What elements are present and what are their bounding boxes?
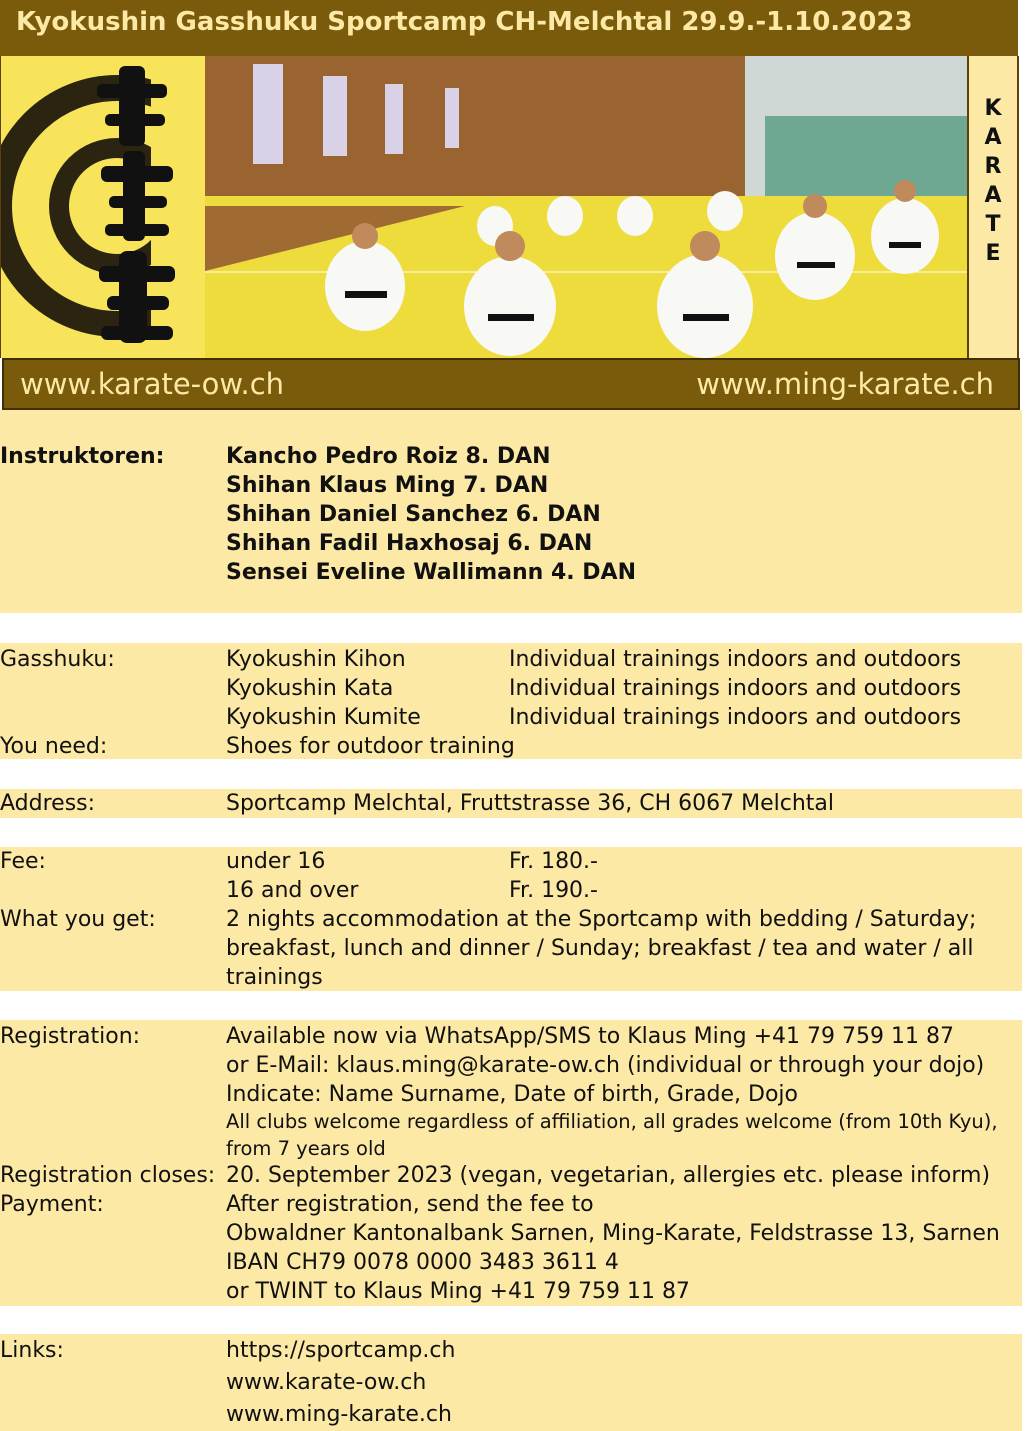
- registration-closes-label: Registration closes:: [0, 1163, 216, 1188]
- registration-note: All clubs welcome regardless of affiliation, all grades welcome (from 10th Kyu),: [226, 1110, 998, 1133]
- link-ming-karate[interactable]: www.ming-karate.ch: [226, 1402, 452, 1427]
- registration-section: [0, 1020, 1022, 1306]
- address-section: [0, 789, 1022, 818]
- gasshuku-label: Gasshuku:: [0, 647, 115, 672]
- registration-closes-value: 20. September 2023 (vegan, vegetarian, allergies etc. please inform): [226, 1163, 991, 1188]
- kyokushin-kanji-logo: [1, 56, 205, 358]
- instructor-name: Sensei Eveline Wallimann 4. DAN: [226, 560, 636, 585]
- banner: [0, 56, 1019, 358]
- links-section: [0, 1334, 1022, 1431]
- payment-line: or TWINT to Klaus Ming +41 79 759 11 87: [226, 1279, 690, 1304]
- link-karate-ow[interactable]: www.karate-ow.ch: [226, 1370, 427, 1395]
- fee-price: Fr. 190.-: [509, 878, 598, 903]
- training-name: Kyokushin Kihon: [226, 647, 406, 672]
- training-desc: Individual trainings indoors and outdoors: [509, 676, 962, 701]
- training-name: Kyokushin Kumite: [226, 705, 421, 730]
- payment-line: After registration, send the fee to: [226, 1192, 594, 1217]
- link-sportcamp[interactable]: https://sportcamp.ch: [226, 1338, 456, 1363]
- payment-line: Obwaldner Kantonalbank Sarnen, Ming-Karate, Feldstrasse 13, Sarnen: [226, 1221, 1000, 1246]
- instructor-name: Shihan Daniel Sanchez 6. DAN: [226, 502, 601, 527]
- dojo-photo: [205, 56, 967, 358]
- registration-line: Available now via WhatsApp/SMS to Klaus Ming +41 79 759 11 87: [226, 1024, 954, 1049]
- website-link-left[interactable]: www.karate-ow.ch: [20, 367, 285, 401]
- fee-group: under 16: [226, 849, 326, 874]
- links-label: Links:: [0, 1338, 64, 1363]
- payment-label: Payment:: [0, 1192, 104, 1217]
- vertical-letter: K: [984, 96, 1002, 121]
- instructor-name: Kancho Pedro Roiz 8. DAN: [226, 444, 551, 469]
- vertical-letter: A: [984, 183, 1002, 208]
- registration-label: Registration:: [0, 1024, 141, 1049]
- what-you-get-label: What you get:: [0, 907, 156, 932]
- training-desc: Individual trainings indoors and outdoors: [509, 705, 962, 730]
- website-link-right[interactable]: www.ming-karate.ch: [696, 367, 994, 401]
- you-need-label: You need:: [0, 734, 108, 759]
- karate-vertical-label: [967, 56, 1019, 358]
- instructor-name: Shihan Klaus Ming 7. DAN: [226, 473, 549, 498]
- page-title: Kyokushin Gasshuku Sportcamp CH-Melchtal 29.9.-1.10.2023: [0, 0, 1018, 56]
- instructor-name: Shihan Fadil Haxhosaj 6. DAN: [226, 531, 593, 556]
- fee-group: 16 and over: [226, 878, 359, 903]
- instructors-section: [0, 410, 1022, 613]
- address-value: Sportcamp Melchtal, Fruttstrasse 36, CH 6067 Melchtal: [226, 791, 835, 816]
- address-label: Address:: [0, 791, 96, 816]
- instructors-label: Instruktoren:: [0, 444, 165, 469]
- vertical-letter: A: [984, 125, 1002, 150]
- fee-label: Fee:: [0, 849, 46, 874]
- vertical-letter: E: [985, 241, 1001, 266]
- registration-line: Indicate: Name Surname, Date of birth, Grade, Dojo: [226, 1082, 798, 1107]
- website-bar: [2, 358, 1020, 410]
- training-desc: Individual trainings indoors and outdoors: [509, 647, 962, 672]
- registration-line: or E-Mail: klaus.ming@karate-ow.ch (individual or through your dojo): [226, 1053, 985, 1078]
- what-you-get-line: breakfast, lunch and dinner / Sunday; breakfast / tea and water / all: [226, 936, 974, 961]
- what-you-get-line: trainings: [226, 965, 323, 990]
- registration-note: from 7 years old: [226, 1137, 386, 1160]
- what-you-get-line: 2 nights accommodation at the Sportcamp with bedding / Saturday;: [226, 907, 977, 932]
- vertical-letter: R: [984, 154, 1002, 179]
- you-need-value: Shoes for outdoor training: [226, 734, 515, 759]
- gasshuku-section: [0, 643, 1022, 759]
- fee-price: Fr. 180.-: [509, 849, 598, 874]
- payment-line: IBAN CH79 0078 0000 3483 3611 4: [226, 1250, 619, 1275]
- training-name: Kyokushin Kata: [226, 676, 394, 701]
- vertical-letter: T: [985, 212, 1001, 237]
- fee-section: [0, 847, 1022, 991]
